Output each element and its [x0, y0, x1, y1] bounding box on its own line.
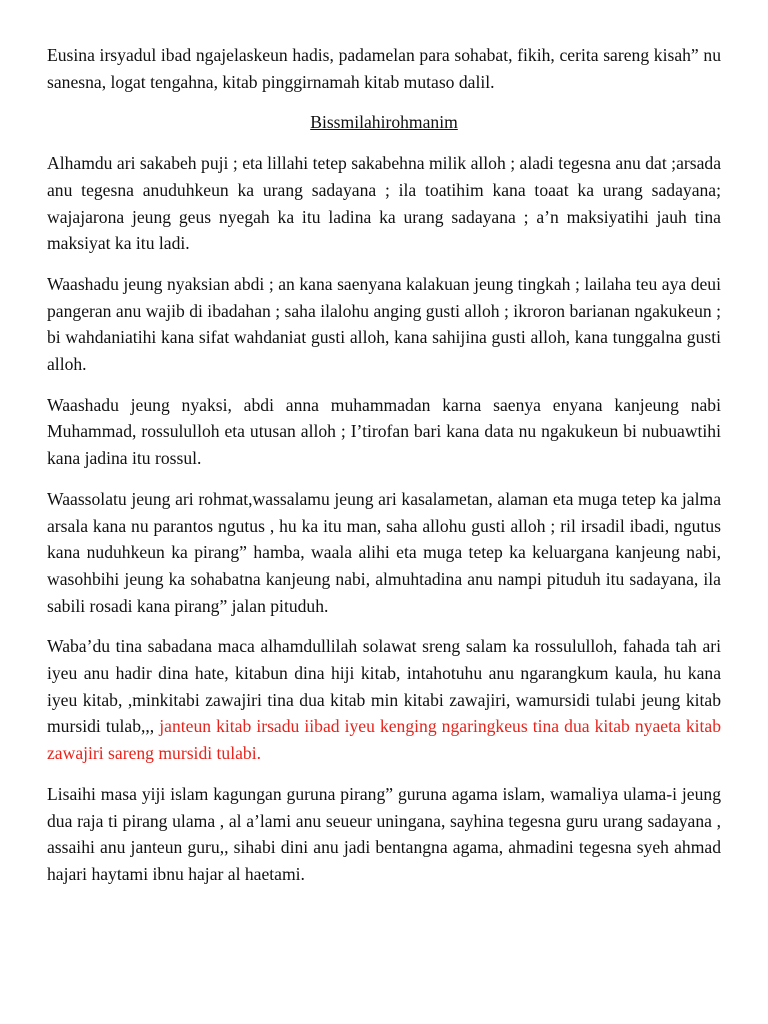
- paragraph-wabadu-text: Waba’du tina sabadana maca alhamdullilah solawat sreng salam ka rossululloh, fahada tah ari iyeu anu hadir dina hate, kitabun dina hiji kitab, intahotuhu anu ngarangkum kaula, hu kana iyeu kitab, ,minkitabi zawajiri tina dua kitab min kitabi zawajiri, wamursidi tulabi jeung kitab mursidi tulab,,,: [47, 636, 721, 737]
- highlighted-text: janteun kitab irsadu iibad iyeu kenging ngaringkeus tina dua kitab nyaeta kitab zawajiri sareng mursidi tulabi.: [47, 716, 721, 764]
- paragraph-wabadu: [47, 633, 721, 767]
- document-page: [47, 42, 721, 902]
- paragraph-alhamdu: Alhamdu ari sakabeh puji ; eta lillahi tetep sakabehna milik alloh ; aladi tegesna anu dat ;arsada anu tegesna anuduhkeun ka urang sadayana ; ila toatihim kana toaat ka urang sadayana; wajajarona jeung geus nyegah ka itu ladina ka urang sadayana ; a’n maksiyatihi jauh tina maksiyat ka itu ladi.: [47, 153, 721, 254]
- paragraph-lisaihi: Lisaihi masa yiji islam kagungan guruna pirang” guruna agama islam, wamaliya ulama-i jeung dua raja ti pirang ulama , al a’lami anu seueur uningana, sayhina tegesna guru urang sadayana , assaihi anu janteun guru,, sihabi dini anu jadi bentangna agama, ahmadini tegesna syeh ahmad hajari haytami ibnu hajar al haetami.: [47, 783, 721, 884]
- paragraph-waassolatu: Waassolatu jeung ari rohmat,wassalamu jeung ari kasalametan, alaman eta muga tetep ka jalma arsala kana nu parantos ngutus , hu ka itu man, saha allohu gusti alloh ; ril irsadil ibadi, ngutus kana nuduhkeun ka pirang” hamba, waala alihi eta muga tetep ka keluargana kanjeung nabi, wasohbihi jeung ka sohabatna kanjeung nabi, almuhtadina anu nampi pituduh itu sadayana, ila sabili rosadi kana pirang” jalan pituduh.: [47, 488, 721, 616]
- paragraph-waashadu-2: Waashadu jeung nyaksi, abdi anna muhammadan karna saenya enyana kanjeung nabi Muhammad, rossululloh eta utusan alloh ; I’tirofan bari kana data nu ngakukeun bi nubuawtihi kana jadina itu rossul.: [47, 394, 721, 469]
- paragraph-waashadu-1: Waashadu jeung nyaksian abdi ; an kana saenyana kalakuan jeung tingkah ; lailaha teu aya deui pangeran anu wajib di ibadahan ; saha ilalohu anging gusti alloh ; ikroron barianan ngakukeun ; bi wahdaniatihi kana sifat wahdaniat gusti alloh, kana sahijina gusti alloh, kana tunggalna gusti alloh.: [47, 273, 721, 375]
- intro-paragraph: Eusina irsyadul ibad ngajelaskeun hadis, padamelan para sohabat, fikih, cerita sareng kisah” nu sanesna, logat tengahna, kitab pinggirnamah kitab mutaso dalil.: [47, 45, 721, 92]
- document-title: Bissmilahirohmanim: [310, 112, 458, 133]
